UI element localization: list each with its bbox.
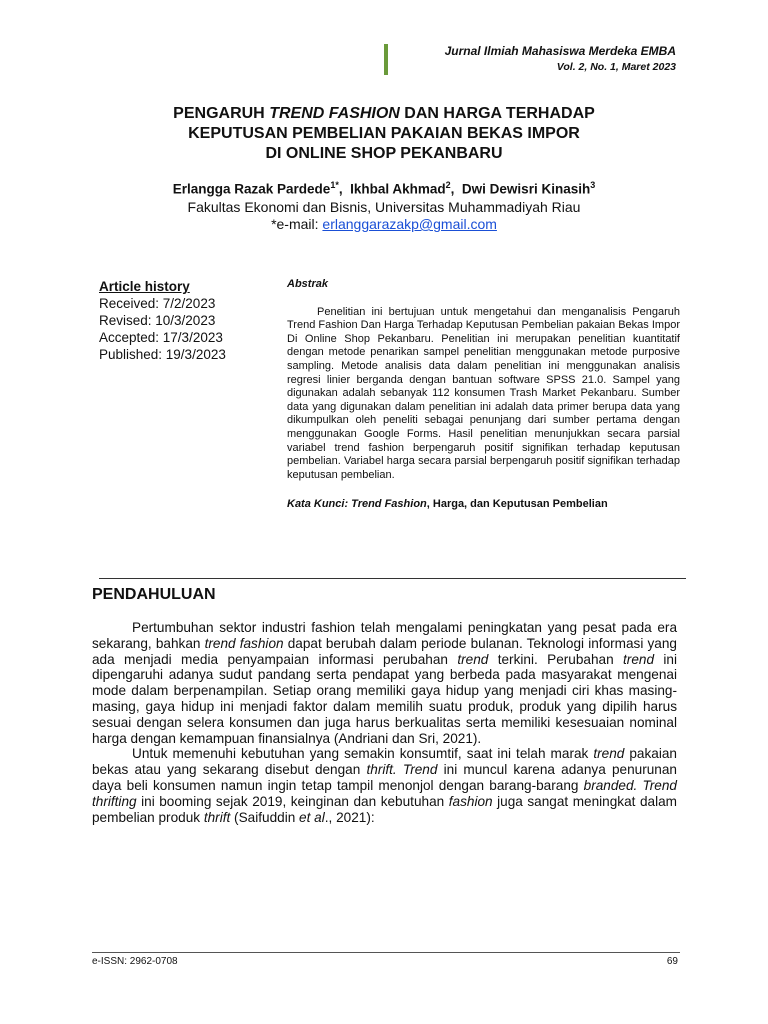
article-history	[99, 278, 226, 363]
title-line-3: DI ONLINE SHOP PEKANBARU	[265, 145, 503, 162]
section-divider	[99, 578, 686, 579]
journal-volume: Vol. 2, No. 1, Maret 2023	[556, 61, 676, 73]
section-heading: PENDAHULUAN	[92, 586, 216, 603]
title-line-2: KEPUTUSAN PEMBELIAN PAKAIAN BEKAS IMPOR	[188, 125, 580, 142]
keywords: Kata Kunci: Trend Fashion, Harga, dan Keputusan Pembelian	[287, 498, 608, 511]
footer-divider	[92, 952, 680, 953]
italic-term: et al	[299, 809, 325, 825]
italic-term: branded. Trend thrifting	[92, 777, 677, 809]
abstract-body: Penelitian ini bertujuan untuk mengetahui dan menganalisis Pengaruh Trend Fashion Dan Harga Terhadap Keputusan Pembelian pakaian Bekas Impor Di Online Shop Pekanbaru. Penelitian ini merupakan penelitian kuantitatif dengan metode penarikan sampel penelitian menggunakan metode purposive sampling. Metode analisis data dalam penelitian ini menggunakan analisis regresi linier berganda dengan bantuan software SPSS 21.0. Sampel yang digunakan adalah sebanyak 112 konsumen Trash Market Pekanbaru. Sumber data yang digunakan dalam penelitian ini adalah data primer berupa data yang dikumpulkan oleh peneliti sebagai penunjang dari sumber pertama dengan menggunakan Google Forms. Hasil penelitian menunjukkan secara parsial variabel trend fashion berpengaruh positif signifikan terhadap keputusan pembelian. Variabel harga secara parsial berpengaruh positif signifikan terhadap keputusan pembelian.	[287, 305, 680, 481]
introduction-text	[92, 620, 677, 825]
text-run: ini muncul karena adanya penurunan daya beli konsumen namun ingin tetap tampil menonjol dengan barang-barang	[92, 762, 677, 793]
italic-term: trend fashion	[204, 635, 284, 651]
contact-email: *e-mail: erlanggarazakp@gmail.com	[271, 216, 497, 232]
author-name: Erlangga Razak Pardede	[172, 181, 331, 197]
paper-title	[100, 104, 668, 164]
author-list: Erlangga Razak Pardede$^{1*}$, Ikhbal Akhmad$^2$, Dwi Dewisri Kinasih$^3$	[172, 180, 596, 197]
history-published: Published: 19/3/2023	[99, 347, 226, 362]
italic-term: thrift	[203, 809, 231, 825]
text-run: ., 2021):	[324, 809, 375, 825]
journal-accent-bar	[384, 44, 388, 75]
footer-issn: e-ISSN: 2962-0708	[92, 956, 178, 967]
text-run: ini dipengaruhi adanya sudut pandang serta pendapat yang berbeda pada masyarakat mengenai mode dalam berpenampilan. Setiap orang memiliki gaya hidup yang menjadi ciri khas masing-masing, gaya hidup ini menjadi faktor dalam memilih suatu produk, produk yang dipilih harus sesuai dengan selera konsumen dan juga harus berkualitas serta memiliki kesesuaian nominal harga dengan kemampuan finansialnya (Andriani dan Sri, 2021).	[92, 651, 677, 746]
email-link[interactable]: erlanggarazakp@gmail.com	[322, 216, 497, 232]
text-run: pakaian bekas atau yang sekarang disebut dengan	[92, 746, 677, 778]
text-run: (Saifuddin	[230, 809, 300, 825]
author-name: Dwi Dewisri Kinasih	[461, 181, 591, 197]
italic-term: trend	[457, 651, 489, 667]
text-run: Untuk memenuhi kebutuhan yang semakin konsumtif, saat ini telah marak	[132, 746, 594, 762]
page-number: 69	[666, 956, 678, 967]
text-run: terkini. Perubahan	[488, 651, 624, 667]
text-run: dapat berubah dalam periode bulanan. Teknologi informasi yang ada menjadi media penyampaian informasi perubahan	[92, 635, 677, 667]
text-run: Pertumbuhan sektor industri fashion telah mengalami peningkatan yang pesat pada era sekarang, bahkan	[92, 620, 677, 651]
abstract	[287, 278, 680, 512]
abstract-title: Abstrak	[287, 278, 328, 290]
journal-name: Jurnal Ilmiah Mahasiswa Merdeka EMBA	[444, 44, 676, 58]
paragraph-2	[92, 746, 677, 825]
italic-term: thrift. Trend	[366, 762, 438, 778]
italic-term: trend	[593, 746, 625, 762]
history-received: Received: 7/2/2023	[99, 296, 216, 311]
text-run: ini booming sejak 2019, keinginan dan kebutuhan	[136, 793, 449, 809]
text-run: juga sangat meningkat dalam pembelian produk	[92, 793, 677, 825]
italic-term: fashion	[448, 793, 493, 809]
affiliation: Fakultas Ekonomi dan Bisnis, Universitas Muhammadiyah Riau	[187, 199, 581, 215]
history-accepted: Accepted: 17/3/2023	[99, 330, 223, 345]
history-revised: Revised: 10/3/2023	[99, 313, 216, 328]
paragraph-1	[92, 620, 677, 746]
italic-term: trend	[623, 651, 655, 667]
history-title: Article history	[99, 279, 190, 294]
author-name: Ikhbal Akhmad	[350, 181, 446, 197]
title-line-1: PENGARUH TREND FASHION DAN HARGA TERHADAP	[173, 105, 595, 122]
